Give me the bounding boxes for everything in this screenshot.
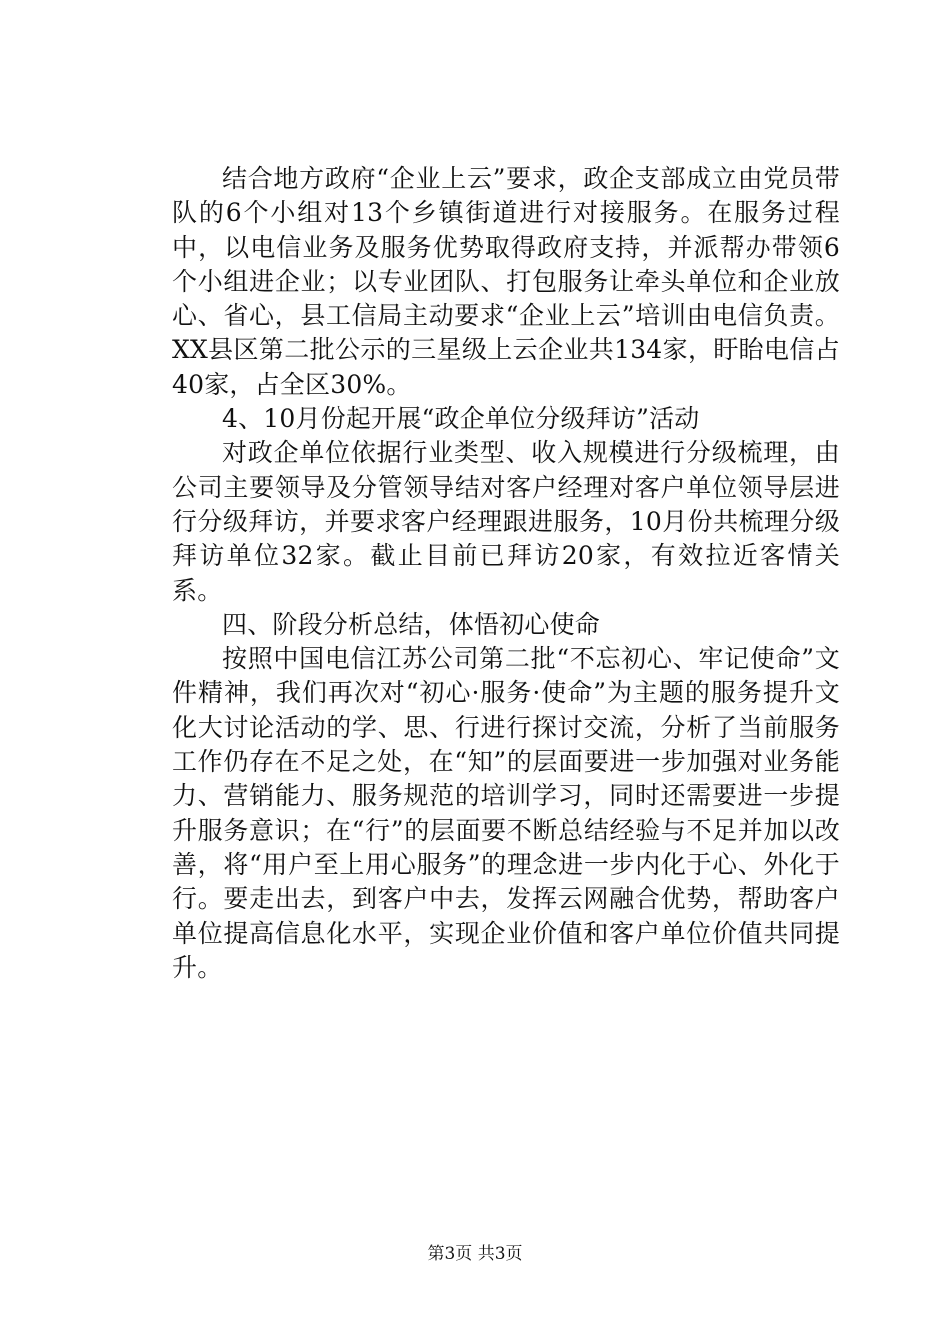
paragraph-cloud-enterprise: 结合地方政府“企业上云”要求，政企支部成立由党员带队的6个小组对13个乡镇街道进行对接服务。在服务过程中，以电信业务及服务优势取得政府支持，并派帮办带领6个小组进企业；以专业团队、打包服务让牵头单位和企业放心、省心，县工信局主动要求“企业上云”培训由电信负责。XX县区第二批公示的三星级上云企业共134家，盱眙电信占40家，占全区30%。 (172, 164, 840, 399)
document-body (172, 162, 840, 985)
page-number-footer: 第3页 共3页 (427, 1244, 523, 1264)
section-heading-summary: 四、阶段分析总结，体悟初心使命 (222, 609, 601, 639)
paragraph-summary: 按照中国电信江苏公司第二批“不忘初心、牢记使命”文件精神，我们再次对“初心·服务·使命”为主题的服务提升文化大讨论活动的学、思、行进行探讨交流，分析了当前服务工作仍存在不足之处，在“知”的层面要进一步加强对业务能力、营销能力、服务规范的培训学习，同时还需要进一步提升服务意识；在“行”的层面要不断总结经验与不足并加以改善，将“用户至上用心服务”的理念进一步内化于心、外化于行。要走出去，到客户中去，发挥云网融合优势，帮助客户单位提高信息化水平，实现企业价值和客户单位价值共同提升。 (172, 644, 840, 982)
section-heading-visits: 4、10月份起开展“政企单位分级拜访”活动 (222, 404, 700, 434)
paragraph-graded-visits: 对政企单位依据行业类型、收入规模进行分级梳理，由公司主要领导及分管领导结对客户经理对客户单位领导层进行分级拜访，并要求客户经理跟进服务，10月份共梳理分级拜访单位32家。截止目前已拜访20家，有效拉近客情关系。 (172, 438, 840, 605)
